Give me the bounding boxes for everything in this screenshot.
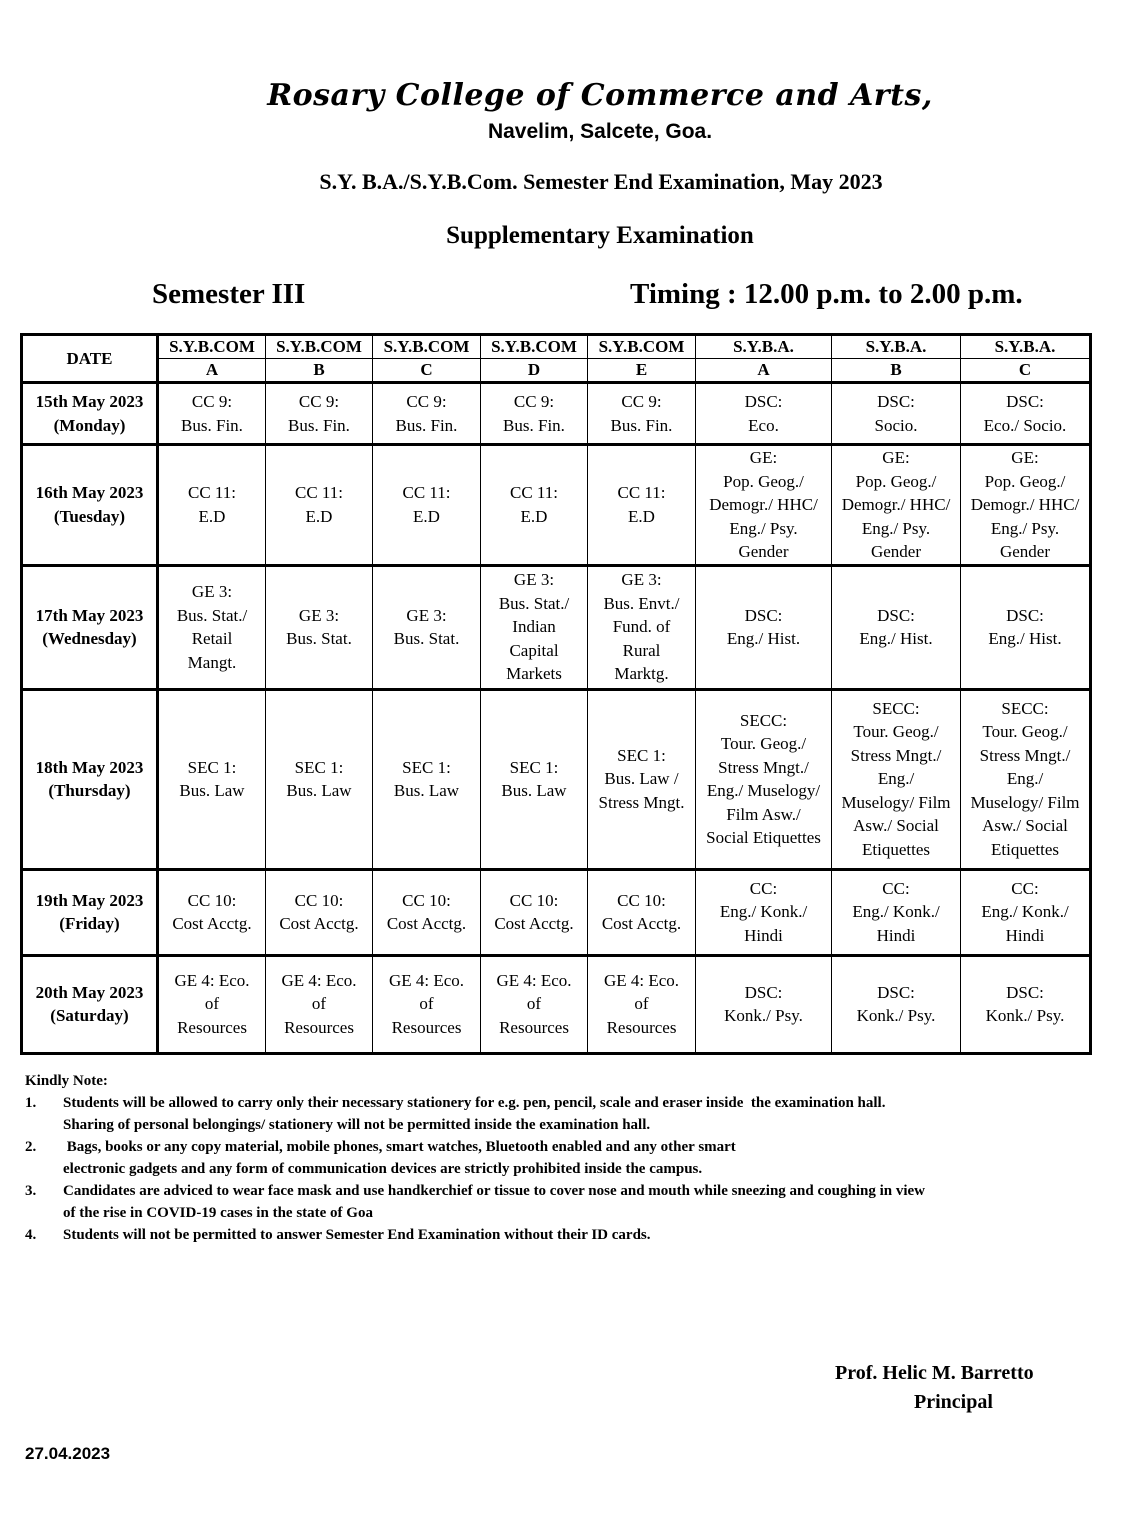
exam-cell: [696, 445, 832, 566]
column-division: D: [481, 359, 588, 383]
exam-cell-line: GE 4: Eco.: [174, 970, 250, 990]
exam-cell-line: Hindi: [876, 925, 916, 945]
exam-cell-line: Retail: [191, 629, 233, 648]
note-number: 4.: [25, 1227, 37, 1243]
exam-cell-line: Konk./ Psy.: [985, 1006, 1065, 1025]
exam-cell-line: DSC:: [877, 982, 915, 1002]
exam-cell: [588, 445, 696, 566]
exam-cell-line: Eng./ Psy.: [990, 518, 1060, 538]
exam-cell-line: Cost Acctg.: [279, 914, 359, 933]
exam-cell-line: Resources: [391, 1017, 462, 1037]
exam-cell-line: Bus. Law: [179, 781, 245, 800]
exam-cell-line: Bus. Stat./: [498, 593, 570, 613]
exam-cell-line: Resources: [284, 1017, 354, 1037]
column-division: C: [373, 359, 481, 383]
column-division: A: [696, 359, 832, 383]
note-line: Students will not be permitted to answer Semester End Examination without their ID cards.: [63, 1227, 651, 1243]
exam-cell: [266, 445, 373, 566]
exam-cell-line: Indian: [512, 617, 556, 637]
exam-cell: [373, 383, 481, 445]
note-line: electronic gadgets and any form of communication devices are strictly prohibited inside the campus.: [63, 1161, 703, 1177]
exam-cell: [961, 869, 1091, 955]
exam-cell-line: DSC:: [1006, 392, 1044, 411]
exam-cell-line: DSC:: [1006, 605, 1044, 625]
exam-cell-line: Bus. Fin.: [288, 415, 350, 435]
exam-cell: [158, 445, 266, 566]
exam-cell: [832, 869, 961, 955]
exam-cell: [961, 565, 1091, 689]
exam-cell-line: Resources: [177, 1017, 247, 1037]
note-item: [25, 1224, 1105, 1246]
timing-label: Timing : 12.00 p.m. to 2.00 p.m.: [630, 278, 1023, 310]
exam-cell: [266, 383, 373, 445]
exam-cell: [158, 955, 266, 1053]
exam-cell-line: Konk./ Psy.: [856, 1006, 936, 1025]
exam-cell-line: Demogr./ HHC/: [709, 495, 818, 514]
exam-cell-line: SEC 1:: [294, 757, 344, 777]
exam-cell-line: SECC:: [872, 698, 920, 718]
exam-cell-line: CC:: [749, 878, 778, 898]
date-text: 18th May 2023: [35, 757, 144, 777]
semester-label: Semester III: [152, 278, 306, 310]
exam-cell: [266, 565, 373, 689]
exam-cell-line: GE:: [749, 448, 778, 467]
exam-cell-line: Stress Mngt./: [979, 745, 1071, 765]
exam-cell: [373, 955, 481, 1053]
exam-cell-line: DSC:: [877, 605, 915, 625]
exam-cell-line: Cost Acctg.: [494, 914, 574, 933]
exam-cell-line: Bus. Fin.: [181, 415, 243, 435]
exam-cell-line: GE:: [882, 448, 910, 467]
exam-cell: [158, 869, 266, 955]
exam-cell-line: Gender: [738, 542, 789, 561]
exam-cell-line: GE 4: Eco.: [388, 970, 465, 990]
exam-subtitle: Supplementary Examination: [446, 222, 754, 249]
exam-cell-line: Stress Mngt./: [850, 745, 942, 765]
exam-cell-line: SEC 1:: [617, 745, 666, 765]
exam-cell-line: of: [419, 994, 434, 1014]
notes-section: [25, 1070, 1105, 1246]
exam-cell-line: E.D: [628, 506, 655, 526]
exam-cell: [696, 689, 832, 869]
exam-cell-line: Capital: [509, 640, 559, 660]
exam-cell-line: Mangt.: [187, 652, 237, 672]
exam-cell-line: Konk./ Psy.: [724, 1006, 803, 1025]
exam-cell-line: Eng./ Konk./: [852, 902, 940, 922]
exam-cell: [481, 383, 588, 445]
exam-cell-line: CC 10:: [187, 890, 237, 910]
exam-cell-line: GE 3:: [406, 605, 447, 625]
exam-cell-line: CC 10:: [509, 890, 559, 910]
exam-cell-line: CC 11:: [294, 483, 344, 503]
exam-cell: [961, 955, 1091, 1053]
exam-cell: [481, 565, 588, 689]
exam-cell-line: DSC:: [1006, 982, 1044, 1002]
exam-cell-line: Gender: [999, 542, 1051, 561]
exam-cell: [961, 689, 1091, 869]
exam-cell-line: CC 10:: [402, 890, 451, 910]
exam-cell: [961, 383, 1091, 445]
exam-cell: [266, 955, 373, 1053]
table-row: [22, 565, 1091, 689]
exam-cell-line: CC 9:: [298, 392, 340, 411]
exam-cell-line: DSC:: [744, 392, 783, 411]
exam-cell-line: E.D: [413, 506, 440, 526]
exam-cell-line: Eco./ Socio.: [983, 415, 1067, 435]
exam-cell: [696, 955, 832, 1053]
note-item: [25, 1136, 1105, 1180]
exam-cell: [588, 689, 696, 869]
column-program: S.Y.B.A.: [832, 335, 961, 359]
exam-cell: [158, 689, 266, 869]
exam-cell-line: Eng./ Psy.: [729, 518, 798, 538]
exam-cell-line: Hindi: [744, 925, 783, 945]
exam-cell-line: Muselogy/ Film: [841, 792, 951, 812]
exam-cell-line: SEC 1:: [187, 757, 237, 777]
day-text: (Tuesday): [53, 506, 126, 526]
note-text: [63, 1180, 1105, 1224]
exam-cell-line: Bus. Fin.: [610, 415, 673, 435]
exam-cell-line: GE 4: Eco.: [281, 970, 357, 990]
exam-cell-line: Eng./ Psy.: [861, 518, 931, 538]
exam-cell-line: Eng./ Konk./: [719, 902, 808, 922]
day-text: (Saturday): [50, 1006, 129, 1025]
exam-cell-line: Stress Mngt./: [718, 757, 809, 777]
exam-cell-line: Muselogy/ Film: [970, 792, 1080, 812]
exam-cell-line: Bus. Law: [501, 781, 567, 800]
exam-cell-line: Pop. Geog./: [855, 471, 937, 491]
exam-cell: [832, 689, 961, 869]
exam-cell-line: Rural: [622, 640, 661, 660]
note-line: Sharing of personal belongings/ stationery will not be permitted inside the examination hall.: [63, 1117, 651, 1133]
exam-cell-line: CC 9:: [621, 392, 662, 411]
exam-cell-line: DSC:: [744, 982, 783, 1002]
exam-cell: [832, 955, 961, 1053]
exam-cell-line: CC 10:: [294, 890, 344, 910]
note-text: [63, 1136, 1105, 1180]
exam-cell-line: of: [526, 994, 542, 1014]
column-program: S.Y.B.COM: [373, 335, 481, 359]
exam-cell-line: Eng./: [1006, 769, 1044, 789]
exam-cell-line: Eng./ Hist.: [726, 629, 801, 648]
exam-cell-line: E.D: [198, 506, 226, 526]
table-row: [22, 955, 1091, 1053]
note-line: Candidates are adviced to wear face mask and use handkerchief or tissue to cover nose and mouth while sneezing and coughing in view: [63, 1183, 925, 1199]
exam-cell-line: CC 11:: [402, 483, 451, 503]
column-division: E: [588, 359, 696, 383]
day-text: (Thursday): [48, 781, 131, 800]
exam-cell-line: CC 9:: [513, 392, 555, 411]
exam-cell: [481, 689, 588, 869]
exam-cell-line: CC:: [1011, 878, 1039, 898]
day-text: (Friday): [59, 914, 120, 933]
exam-cell-line: Socio.: [874, 415, 918, 435]
exam-cell-line: SEC 1:: [402, 757, 451, 777]
column-program: S.Y.B.COM: [158, 335, 266, 359]
note-text: [63, 1092, 1105, 1136]
column-division: C: [961, 359, 1091, 383]
exam-cell-line: Stress Mngt.: [598, 792, 685, 812]
exam-cell-line: Hindi: [1005, 925, 1045, 945]
exam-cell-line: CC:: [882, 878, 910, 898]
exam-cell-line: SECC:: [739, 710, 788, 730]
date-text: 17th May 2023: [35, 605, 144, 625]
exam-cell: [696, 869, 832, 955]
exam-cell: [158, 383, 266, 445]
principal-name: Prof. Helic M. Barretto: [835, 1362, 1034, 1384]
exam-cell-line: CC 9:: [191, 392, 233, 411]
exam-cell-line: Bus. Law: [393, 781, 460, 800]
exam-cell-line: Eng./: [877, 769, 915, 789]
exam-cell-line: Fund. of: [612, 617, 671, 637]
exam-cell-line: Eng./ Muselogy/: [706, 781, 821, 800]
column-program: S.Y.B.A.: [696, 335, 832, 359]
exam-cell-line: CC 11:: [617, 483, 666, 503]
exam-title: S.Y. B.A./S.Y.B.Com. Semester End Examination, May 2023: [319, 169, 883, 194]
note-line: Students will be allowed to carry only their necessary stationery for e.g. pen, pencil, scale and eraser inside the examination hall.: [63, 1095, 886, 1111]
timetable-body: [22, 383, 1091, 1054]
exam-cell: [832, 383, 961, 445]
exam-cell-line: GE 4: Eco.: [603, 970, 680, 990]
exam-cell: [832, 565, 961, 689]
exam-cell-line: of: [634, 994, 649, 1014]
date-text: 20th May 2023: [35, 982, 144, 1002]
notes-list: [25, 1092, 1105, 1246]
day-text: (Wednesday): [42, 629, 137, 648]
exam-cell-line: Asw./ Social: [982, 816, 1068, 836]
timetable: [20, 333, 1092, 1055]
exam-cell: [266, 689, 373, 869]
date-cell: [22, 565, 158, 689]
principal-title: Principal: [914, 1391, 993, 1413]
exam-cell-line: Film Asw./: [726, 804, 801, 824]
exam-cell-line: Eng./ Konk./: [981, 902, 1069, 922]
table-row: [22, 689, 1091, 869]
date-cell: [22, 383, 158, 445]
exam-cell: [373, 869, 481, 955]
exam-cell-line: DSC:: [877, 392, 915, 411]
exam-cell-line: Bus. Fin.: [503, 415, 565, 435]
exam-cell: [373, 689, 481, 869]
exam-cell: [373, 565, 481, 689]
exam-cell-line: GE 3:: [621, 570, 662, 590]
exam-cell-line: SEC 1:: [509, 757, 559, 777]
college-name: Rosary College of Commerce and Arts,: [267, 78, 933, 113]
column-division: B: [266, 359, 373, 383]
note-number: 2.: [25, 1139, 37, 1155]
exam-cell: [266, 869, 373, 955]
table-row: [22, 869, 1091, 955]
exam-cell-line: Bus. Law: [286, 781, 352, 800]
column-division: B: [832, 359, 961, 383]
exam-cell-line: Markets: [506, 664, 562, 684]
college-address: Navelim, Salcete, Goa.: [487, 120, 713, 143]
exam-cell-line: CC 9:: [406, 392, 447, 411]
exam-cell-line: E.D: [305, 506, 333, 526]
exam-cell-line: Gender: [870, 542, 922, 561]
exam-cell-line: Bus. Stat.: [393, 629, 460, 648]
exam-cell: [832, 445, 961, 566]
exam-cell-line: of: [204, 994, 220, 1014]
exam-cell-line: Asw./ Social: [853, 816, 939, 836]
exam-cell-line: E.D: [520, 506, 548, 526]
date-text: 19th May 2023: [35, 890, 144, 910]
exam-cell-line: DSC:: [744, 605, 783, 625]
exam-cell-line: CC 11:: [509, 483, 559, 503]
date-header: DATE: [22, 335, 158, 383]
exam-cell-line: CC 11:: [187, 483, 237, 503]
exam-cell: [588, 955, 696, 1053]
exam-cell-line: Bus. Law /: [604, 769, 679, 789]
day-text: (Monday): [53, 415, 126, 435]
exam-cell-line: Etiquettes: [862, 839, 930, 859]
exam-cell-line: Cost Acctg.: [172, 914, 252, 933]
exam-cell-line: Resources: [499, 1017, 569, 1037]
note-text: [63, 1224, 1105, 1246]
exam-cell: [481, 445, 588, 566]
date-text: 16th May 2023: [35, 483, 144, 503]
exam-cell-line: Eco.: [748, 415, 779, 435]
note-number: 3.: [25, 1183, 37, 1199]
exam-cell: [373, 445, 481, 566]
exam-cell-line: GE 3:: [298, 605, 340, 625]
exam-cell-line: Social Etiquettes: [706, 828, 821, 847]
exam-cell-line: Cost Acctg.: [386, 914, 467, 933]
exam-cell: [481, 869, 588, 955]
exam-cell-line: GE 3:: [191, 582, 233, 601]
exam-cell: [158, 565, 266, 689]
exam-cell-line: Marktg.: [614, 664, 669, 684]
exam-cell: [588, 869, 696, 955]
exam-cell-line: GE 3:: [513, 570, 555, 590]
exam-cell-line: Bus. Fin.: [395, 415, 458, 435]
exam-cell-line: Eng./ Hist.: [988, 629, 1062, 648]
exam-cell-line: Resources: [606, 1017, 677, 1037]
date-cell: [22, 869, 158, 955]
column-division: A: [158, 359, 266, 383]
exam-cell-line: GE 4: Eco.: [496, 970, 572, 990]
exam-cell-line: SECC:: [1001, 698, 1049, 718]
exam-cell-line: Bus. Envt./: [603, 593, 680, 613]
note-item: [25, 1092, 1105, 1136]
exam-cell-line: of: [311, 994, 327, 1014]
exam-cell: [696, 565, 832, 689]
date-cell: [22, 955, 158, 1053]
exam-cell-line: Bus. Stat./: [176, 605, 248, 625]
exam-cell-line: Tour. Geog./: [982, 722, 1068, 742]
table-row: [22, 383, 1091, 445]
exam-cell: [481, 955, 588, 1053]
exam-cell-line: Tour. Geog./: [720, 734, 807, 753]
date-text: 15th May 2023: [35, 392, 144, 411]
note-line: Bags, books or any copy material, mobile phones, smart watches, Bluetooth enabled and any other smart: [63, 1139, 736, 1155]
column-program: S.Y.B.COM: [266, 335, 373, 359]
note-item: [25, 1180, 1105, 1224]
notes-heading: Kindly Note:: [25, 1073, 108, 1089]
table-row: [22, 445, 1091, 566]
column-program: S.Y.B.COM: [588, 335, 696, 359]
note-number: 1.: [25, 1095, 37, 1111]
column-program: S.Y.B.COM: [481, 335, 588, 359]
column-program: S.Y.B.A.: [961, 335, 1091, 359]
date-cell: [22, 689, 158, 869]
exam-cell-line: Demogr./ HHC/: [841, 495, 951, 514]
exam-cell-line: Bus. Stat.: [286, 629, 352, 648]
exam-cell-line: Cost Acctg.: [601, 914, 682, 933]
exam-cell-line: GE:: [1011, 448, 1039, 467]
exam-cell: [588, 565, 696, 689]
exam-cell: [588, 383, 696, 445]
exam-cell-line: Pop. Geog./: [723, 471, 804, 491]
exam-cell-line: CC 10:: [617, 890, 666, 910]
exam-cell-line: Tour. Geog./: [853, 722, 939, 742]
exam-cell-line: Pop. Geog./: [984, 471, 1066, 491]
issue-date: 27.04.2023: [25, 1444, 111, 1463]
exam-cell: [696, 383, 832, 445]
exam-cell-line: Eng./ Hist.: [859, 629, 933, 648]
note-line: of the rise in COVID-19 cases in the state of Goa: [63, 1205, 373, 1221]
exam-cell-line: Etiquettes: [991, 839, 1059, 859]
date-cell: [22, 445, 158, 566]
exam-cell: [961, 445, 1091, 566]
exam-cell-line: Demogr./ HHC/: [970, 495, 1080, 514]
